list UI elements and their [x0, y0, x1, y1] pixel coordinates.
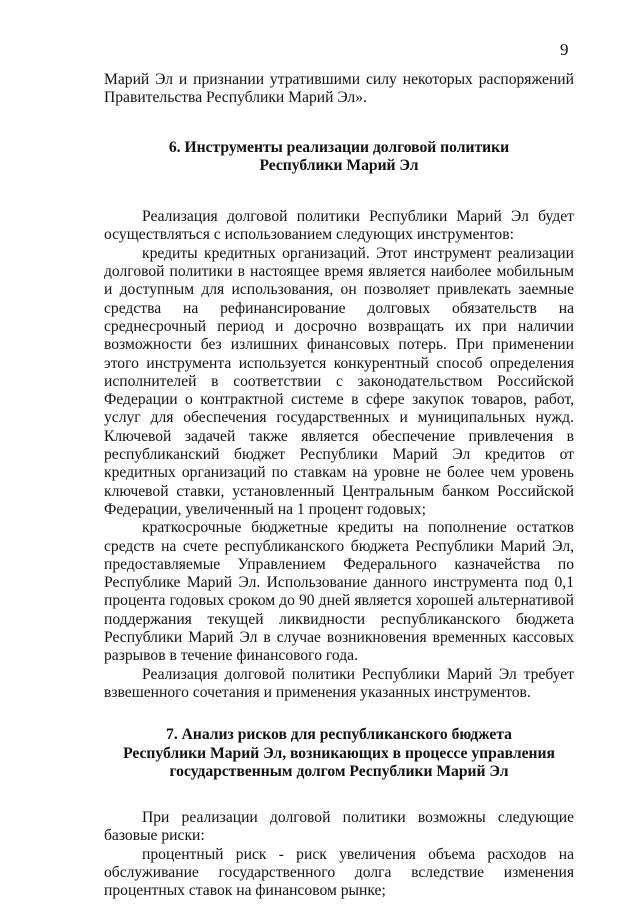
section-6-title-line-1: 6. Инструменты реализации долговой политики [168, 138, 510, 156]
section-7-heading [104, 726, 574, 781]
page-number: 9 [560, 40, 569, 59]
section-6-heading [104, 139, 574, 176]
intro-paragraph: Марий Эл и признании утратившими силу некоторых распоряжений Правительства Республики Марий Эл». [104, 71, 574, 107]
section-7-paragraph-1: При реализации долговой политики возможны следующие базовые риски: [104, 809, 574, 845]
section-7-paragraph-2: процентный риск - риск увеличения объема расходов на обслуживание государственного долга вследствие изменения процентных ставок на финансовом рынке; [104, 845, 574, 900]
section-7-title-line-1: 7. Анализ рисков для республиканского бюджета [166, 726, 512, 744]
section-6-paragraph-4: Реализация долговой политики Республики Марий Эл требует взвешенного сочетания и применения указанных инструментов. [104, 665, 574, 701]
section-6-paragraph-3: краткосрочные бюджетные кредиты на пополнение остатков средств на счете республиканского бюджета Республики Марий Эл, предоставляемые Управлением Федерального казначейства по Республике Марий Эл. Использование данного инструмента под 0,1 процента годовых сроком до 90 дней является хорошей альтернативой поддержания текущей ликвидности республиканского бюджета Республики Марий Эл в случае возникновения временных кассовых разрывов в течение финансового года. [104, 519, 574, 665]
document-body [104, 71, 574, 901]
section-7-title-line-3: государственным долгом Республики Марий Эл [169, 762, 509, 780]
section-6-paragraph-1: Реализация долговой политики Республики Марий Эл будет осуществляться с использованием следующих инструментов: [104, 208, 574, 244]
section-6-title-line-2: Республики Марий Эл [259, 156, 419, 174]
section-6-paragraph-2: кредиты кредитных организаций. Этот инструмент реализации долговой политики в настоящее время является наиболее мобильным и доступным для использования, он позволяет привлекать заемные средства на рефинансирование долговых обязательств на среднесрочный период и досрочно возвращать их при наличии возможности без излишних финансовых потерь. При применении этого инструмента используется конкурентный способ определения исполнителей в соответствии с законодательством Российской Федерации о контрактной системе в сфере закупок товаров, работ, услуг для обеспечения государственных и муниципальных нужд. Ключевой задачей также является обеспечение привлечения в республиканский бюджет Республики Марий Эл кредитов от кредитных организаций по ставкам на уровне не более чем уровень ключевой ставки, установленный Центральным банком Российской Федерации, увеличенный на 1 процент годовых; [104, 244, 574, 518]
section-7-title-line-2: Республики Марий Эл, возникающих в процессе управления [123, 744, 555, 762]
